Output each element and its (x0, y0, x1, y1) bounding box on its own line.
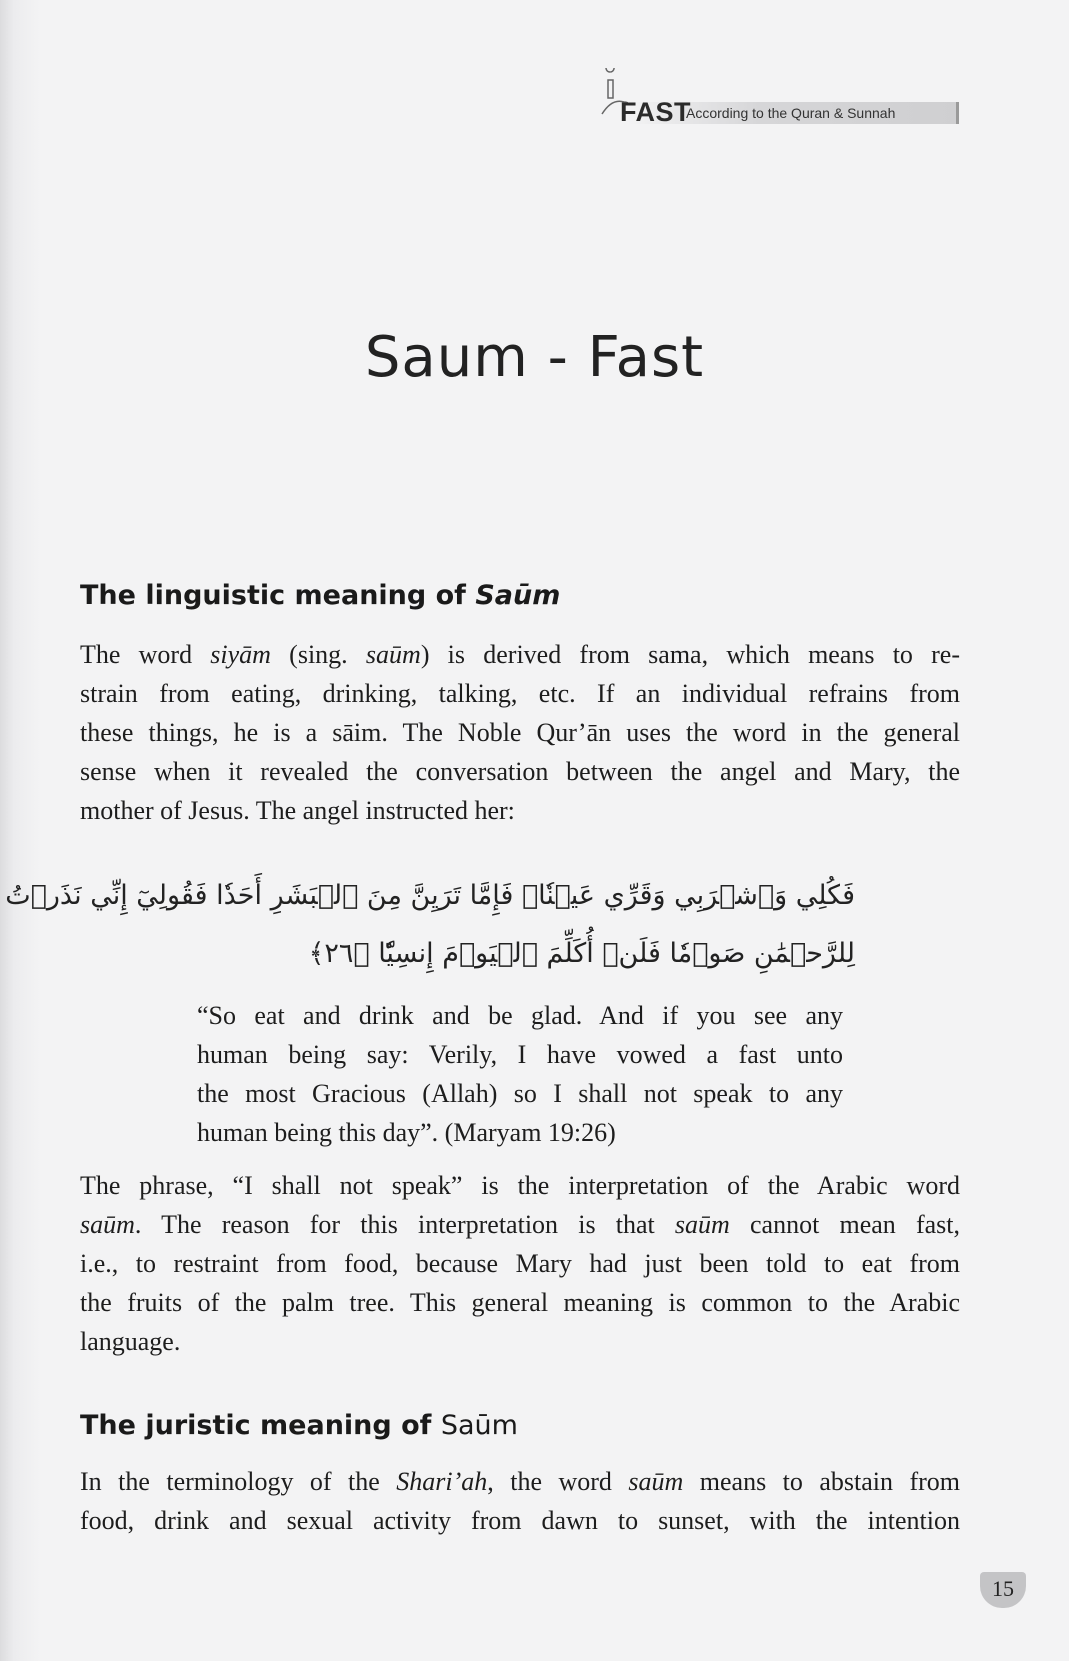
text-run: ) is derived from sama, which means to re- (420, 640, 961, 669)
text-run: siyām (210, 640, 271, 669)
text-run: saūm (628, 1467, 684, 1496)
arabic-verse-line-1: فَكُلِي وَٱشۡرَبِي وَقَرِّي عَيۡنٗاۖ فَإِمَّا تَرَيِنَّ مِنَ ٱلۡبَشَرِ أَحَدٗا فَقُولِيٓ إِنِّي نَذَرۡتُ (5, 880, 855, 911)
text-run: cannot mean fast, (729, 1210, 960, 1239)
arabic-verse-line-2: لِلرَّحۡمَٰنِ صَوۡمٗا فَلَنۡ أُكَلِّمَ ٱلۡيَوۡمَ إِنسِيّٗا ﴿٢٦﴾ (308, 938, 855, 969)
text-line (80, 1501, 960, 1540)
text-line (80, 791, 960, 830)
text-line (197, 1113, 843, 1152)
heading-text: The linguistic meaning of (80, 580, 476, 611)
text-run: strain from eating, drinking, talking, etc. If an individual refrains from (80, 679, 960, 708)
text-run: mother of Jesus. The angel instructed her: (80, 796, 515, 825)
text-run: , the word (487, 1467, 629, 1496)
running-header (600, 68, 960, 128)
text-run: The word (80, 640, 211, 669)
text-line (80, 1244, 960, 1283)
text-line (80, 1462, 960, 1501)
text-run: Shari’ah (396, 1467, 488, 1496)
text-line (80, 1166, 960, 1205)
text-run: the most Gracious (Allah) so I shall not speak to any (197, 1079, 843, 1108)
text-line (197, 1074, 843, 1113)
text-run: means to abstain from (683, 1467, 960, 1496)
text-run: the fruits of the palm tree. This general meaning is common to the Arabic (80, 1288, 960, 1317)
page-number-badge (978, 1568, 1028, 1608)
text-line (80, 1283, 960, 1322)
header-subtitle: According to the Quran & Sunnah (686, 105, 896, 121)
text-run: human being say: Verily, I have vowed a fast unto (197, 1040, 843, 1069)
text-run: sense when it revealed the conversation between the angel and Mary, the (80, 757, 960, 786)
text-line (80, 713, 960, 752)
text-run: In the terminology of the (80, 1467, 397, 1496)
text-run: The phrase, “I shall not speak” is the interpretation of the Arabic word (80, 1171, 960, 1200)
page-number: 15 (992, 1576, 1014, 1601)
text-run: i.e., to restraint from food, because Mary had just been told to eat from (80, 1249, 960, 1278)
section-heading-linguistic (80, 580, 560, 611)
chapter-title: Saum - Fast (364, 325, 705, 390)
heading-text: The juristic meaning of (80, 1410, 441, 1441)
text-run: saūm (674, 1210, 730, 1239)
text-line (80, 674, 960, 713)
text-line (80, 1205, 960, 1244)
header-divider (956, 102, 959, 124)
text-run: saūm (365, 640, 421, 669)
heading-term: Saūm (475, 580, 561, 611)
text-run: food, drink and sexual activity from dawn to sunset, with the intention (80, 1506, 960, 1535)
text-line (197, 1035, 843, 1074)
text-run: these things, he is a sāim. The Noble Qur’ān uses the word in the general (80, 718, 960, 747)
text-line (80, 1322, 960, 1361)
text-run: language. (80, 1327, 181, 1356)
text-line (80, 635, 960, 674)
text-run: . The reason for this interpretation is that (134, 1210, 675, 1239)
text-run: “So eat and drink and be glad. And if you see any (197, 1001, 843, 1030)
text-run: human being this day”. (Maryam 19:26) (197, 1118, 616, 1147)
section-heading-juristic (80, 1410, 518, 1441)
text-run: saūm (80, 1210, 135, 1239)
heading-term: Saūm (440, 1410, 518, 1441)
text-line (197, 996, 843, 1035)
header-logo-word: FAST (620, 97, 692, 127)
text-line (80, 752, 960, 791)
text-run: (sing. (270, 640, 366, 669)
